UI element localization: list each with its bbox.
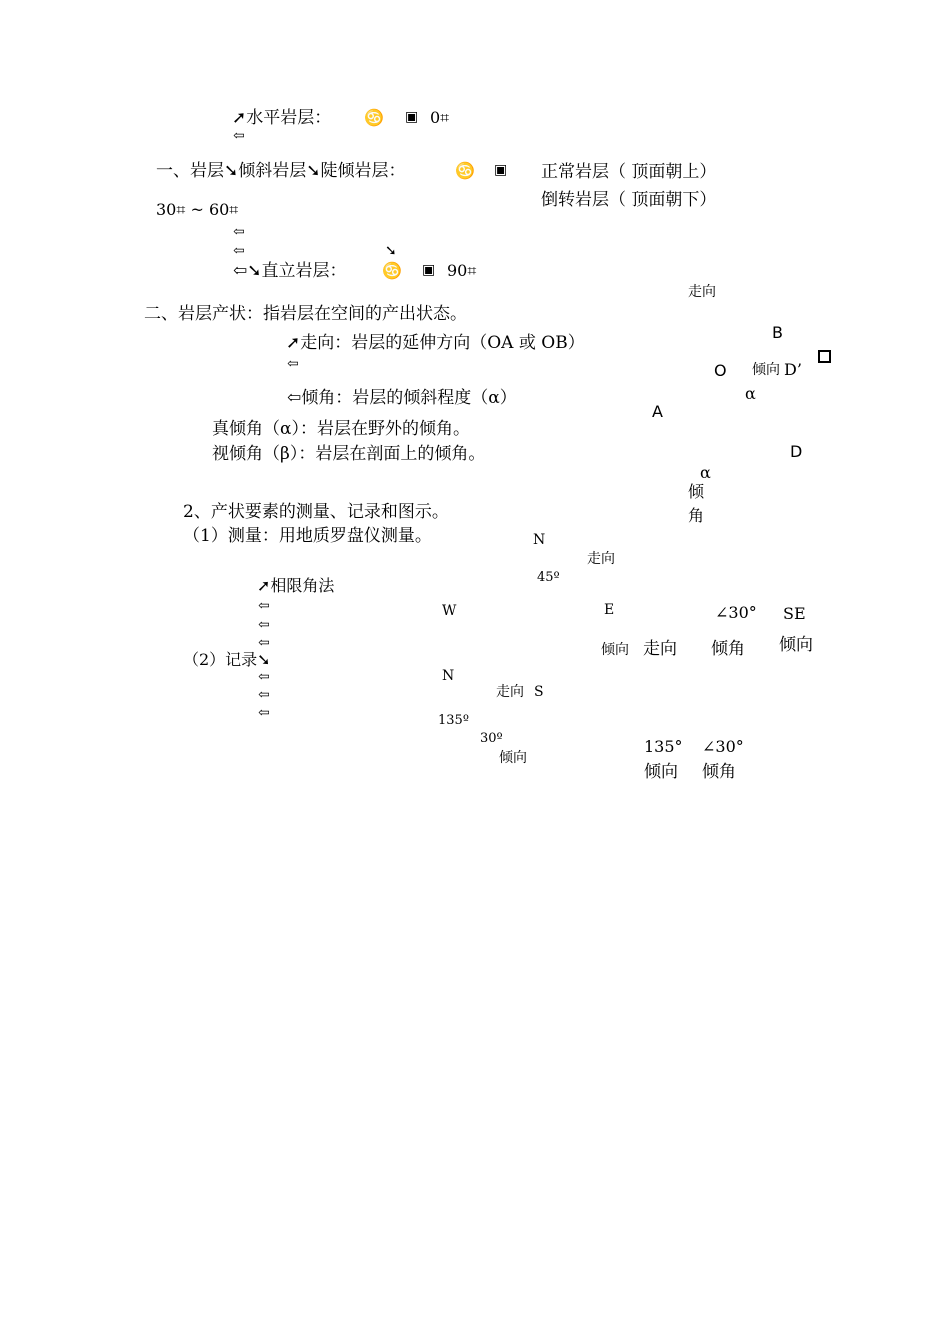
square-icon (818, 350, 831, 363)
overturned-layer: 倒转岩层（ 顶面朝下） (541, 190, 717, 210)
diagram2-strike-2: 走向 (496, 684, 524, 700)
cancer-glyph-3: ♋ (382, 261, 402, 280)
cancer-glyph-1: ♋ (364, 108, 384, 127)
diagram1-point-d: D (790, 442, 803, 461)
diagram2-deg-30: 30º (480, 731, 503, 746)
diagram2-angle-30-a: ∠30° (715, 603, 757, 622)
angle-90: 90⌗ (447, 261, 477, 280)
normal-layer: 正常岩层（ 顶面朝上） (541, 162, 717, 182)
diagram1-point-b: B (772, 323, 783, 342)
record-line: （2）记录➘ (183, 650, 271, 669)
arrow-left-4: ⇦ (287, 356, 299, 372)
diagram2-dip-direction-label-3: 倾向 (644, 762, 678, 782)
diagram2-west: W (442, 603, 457, 619)
arrow-left-1: ⇦ (233, 128, 245, 144)
horizontal-layer-line: ➚水平岩层： (232, 108, 332, 128)
arrow-se-glyph: ➘ (385, 243, 397, 259)
arrow-left-7: ⇦ (258, 635, 270, 651)
box-glyph-2: ▣ (494, 162, 508, 178)
quadrant-method: ➚相限角法 (257, 576, 335, 595)
diagram2-dip-direction-3: 倾向 (499, 750, 527, 766)
diagram1-alpha-1: α (745, 384, 756, 403)
arrow-left-3: ⇦ (233, 243, 245, 259)
diagram2-deg-45: 45º (537, 570, 560, 585)
dip-definition: ⇦倾角：岩层的倾斜程度（α） (287, 388, 517, 408)
diagram2-strike-label: 走向 (643, 639, 677, 659)
diagram2-south: S (534, 684, 544, 700)
measurement-line: （1）测量：用地质罗盘仪测量。 (183, 526, 432, 546)
diagram2-north-1: N (533, 532, 546, 548)
true-dip: 真倾角（α）：岩层在野外的倾角。 (212, 419, 470, 439)
cancer-glyph-2: ♋ (455, 161, 475, 180)
strike-definition: ➚走向：岩层的延伸方向（OA 或 OB） (286, 333, 585, 353)
diagram1-dip-char-1: 倾 (688, 482, 705, 501)
apparent-dip: 视倾角（β）：岩层在剖面上的倾角。 (212, 444, 486, 464)
arrow-left-8: ⇦ (258, 669, 270, 685)
arrow-left-5: ⇦ (258, 598, 270, 614)
diagram2-strike-1: 走向 (587, 551, 615, 567)
diagram1-point-a: A (652, 402, 663, 421)
vertical-layer-line: ⇦➘直立岩层： (233, 261, 347, 281)
diagram2-deg-135: 135º (438, 713, 469, 728)
angle-0: 0⌗ (430, 108, 450, 127)
diagram1-alpha-2: α (700, 463, 711, 482)
diagram2-north-2: N (442, 668, 455, 684)
arrow-left-10: ⇦ (258, 705, 270, 721)
box-glyph-3: ▣ (422, 262, 436, 278)
diagram1-dip-char-2: 角 (688, 506, 705, 525)
diagram1-strike: 走向 (688, 284, 716, 300)
diagram1-dip-direction: 倾向 (752, 362, 780, 378)
diagram2-dip-angle-label-2: 倾角 (702, 762, 736, 782)
diagram2-dip-direction-1: 倾向 (601, 642, 629, 658)
diagram2-east: E (604, 602, 615, 618)
diagram2-dip-direction-label-2: 倾向 (779, 635, 813, 655)
box-glyph-1: ▣ (405, 109, 419, 125)
arrow-left-6: ⇦ (258, 617, 270, 633)
section-2-heading: 二、岩层产状：指岩层在空间的产出状态。 (144, 304, 467, 324)
section-1-heading: 一、岩层➘倾斜岩层➘陡倾岩层： (156, 161, 406, 181)
diagram1-point-dprime: D’ (784, 360, 802, 379)
arrow-left-9: ⇦ (258, 687, 270, 703)
diagram2-value-135: 135° (644, 737, 683, 756)
diagram2-dip-angle-label-1: 倾角 (711, 639, 745, 659)
diagram2-se: SE (783, 604, 806, 623)
angle-range: 30⌗ ~ 60⌗ (156, 200, 239, 219)
subsection-2: 2、产状要素的测量、记录和图示。 (183, 502, 449, 522)
arrow-left-2: ⇦ (233, 224, 245, 240)
diagram2-angle-30-b: ∠30° (702, 737, 744, 756)
diagram1-point-o: O (714, 361, 727, 380)
